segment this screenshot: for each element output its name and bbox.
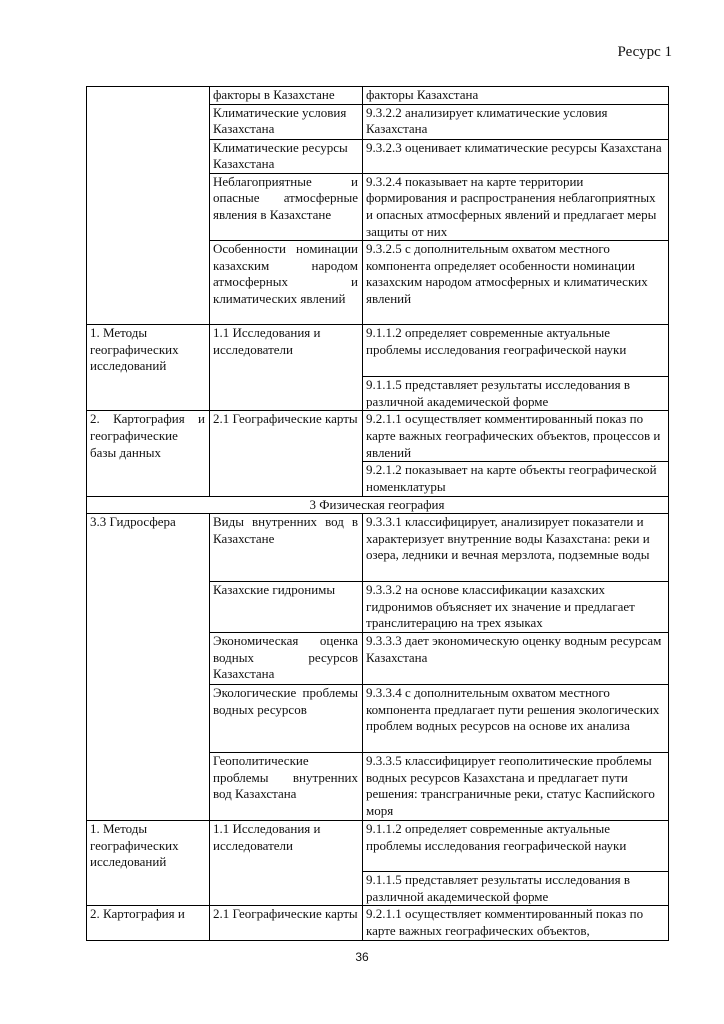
topic-cell: Геополитические проблемы внутренних вод Казахстана <box>210 753 363 821</box>
objective-cell: 9.3.3.5 классифицирует геополитические проблемы водных ресурсов Казахстана и предлагает пути решения: трансграничные реки, статус Каспийского моря <box>363 753 669 821</box>
objective-cell: 9.3.3.1 классифицирует, анализирует показатели и характеризует внутренние воды Казахстана: реки и озера, ледники и вечная мерзлота, подземные воды <box>363 514 669 582</box>
objective-cell: 9.2.1.1 осуществляет комментированный показ по карте важных географических объектов, <box>363 906 669 941</box>
resource-label: Ресурс 1 <box>617 44 672 60</box>
topic-cell: Неблагоприятные и опасные атмосферные явления в Казахстане <box>210 173 363 240</box>
topic-cell: Климатические ресурсы Казахстана <box>210 139 363 173</box>
objective-cell: 9.3.3.4 с дополнительным охватом местного компонента предлагает пути решения экологических проблем водных ресурсов на основе их анализа <box>363 685 669 753</box>
table-row <box>87 325 669 377</box>
objective-cell: 9.1.1.5 представляет результаты исследования в различной академической форме <box>363 872 669 906</box>
table-row <box>87 906 669 941</box>
objective-cell: 9.3.3.3 дает экономическую оценку водным ресурсам Казахстана <box>363 633 669 685</box>
objective-cell: 9.1.1.2 определяет современные актуальные проблемы исследования географической науки <box>363 325 669 377</box>
section-cell: 2. Картография и <box>87 906 210 941</box>
objective-cell: 9.3.2.3 оценивает климатические ресурсы Казахстана <box>363 139 669 173</box>
topic-cell: 2.1 Географические карты <box>210 411 363 496</box>
topic-cell: Виды внутренних вод в Казахстане <box>210 514 363 582</box>
table-row <box>87 821 669 872</box>
topic-cell: Экономическая оценка водных ресурсов Казахстана <box>210 633 363 685</box>
objective-cell: 9.1.1.5 представляет результаты исследования в различной академической форме <box>363 377 669 411</box>
objective-cell: 9.3.3.2 на основе классификации казахских гидронимов объясняет их значение и предлагает транслитерацию на трех языках <box>363 582 669 633</box>
topic-cell: 1.1 Исследования и исследователи <box>210 821 363 906</box>
objective-cell: 9.2.1.2 показывает на карте объекты географической номенклатуры <box>363 462 669 496</box>
section-cell: 3.3 Гидросфера <box>87 514 210 821</box>
topic-cell: Особенности номинации казахским народом атмосферных и климатических явлений <box>210 241 363 325</box>
table-row <box>87 87 669 105</box>
section-cell: 1. Методы географических исследований <box>87 821 210 906</box>
objective-cell: факторы Казахстана <box>363 87 669 105</box>
topic-cell: факторы в Казахстане <box>210 87 363 105</box>
table-row <box>87 411 669 462</box>
section-cell: 2. Картография и географические базы данных <box>87 411 210 496</box>
objective-cell: 9.3.2.5 с дополнительным охватом местного компонента определяет особенности номинации казахским народом атмосферных и климатических явлений <box>363 241 669 325</box>
objective-cell: 9.1.1.2 определяет современные актуальные проблемы исследования географической науки <box>363 821 669 872</box>
section-title: 3 Физическая география <box>87 496 669 514</box>
objective-cell: 9.2.1.1 осуществляет комментированный показ по карте важных географических объектов, процессов и явлений <box>363 411 669 462</box>
topic-cell: Экологические проблемы водных ресурсов <box>210 685 363 753</box>
topic-cell: 1.1 Исследования и исследователи <box>210 325 363 411</box>
topic-cell: 2.1 Географические карты <box>210 906 363 941</box>
section-cell: 1. Методы географических исследований <box>87 325 210 411</box>
curriculum-table <box>86 86 669 941</box>
topic-cell: Климатические условия Казахстана <box>210 104 363 139</box>
table-row <box>87 496 669 514</box>
topic-cell: Казахские гидронимы <box>210 582 363 633</box>
objective-cell: 9.3.2.2 анализирует климатические условия Казахстана <box>363 104 669 139</box>
page-number: 36 <box>355 950 369 964</box>
empty-cell <box>87 87 210 325</box>
table-row <box>87 514 669 582</box>
objective-cell: 9.3.2.4 показывает на карте территории формирования и распространения неблагоприятных и опасных атмосферных явлений и предлагает меры защиты от них <box>363 173 669 240</box>
